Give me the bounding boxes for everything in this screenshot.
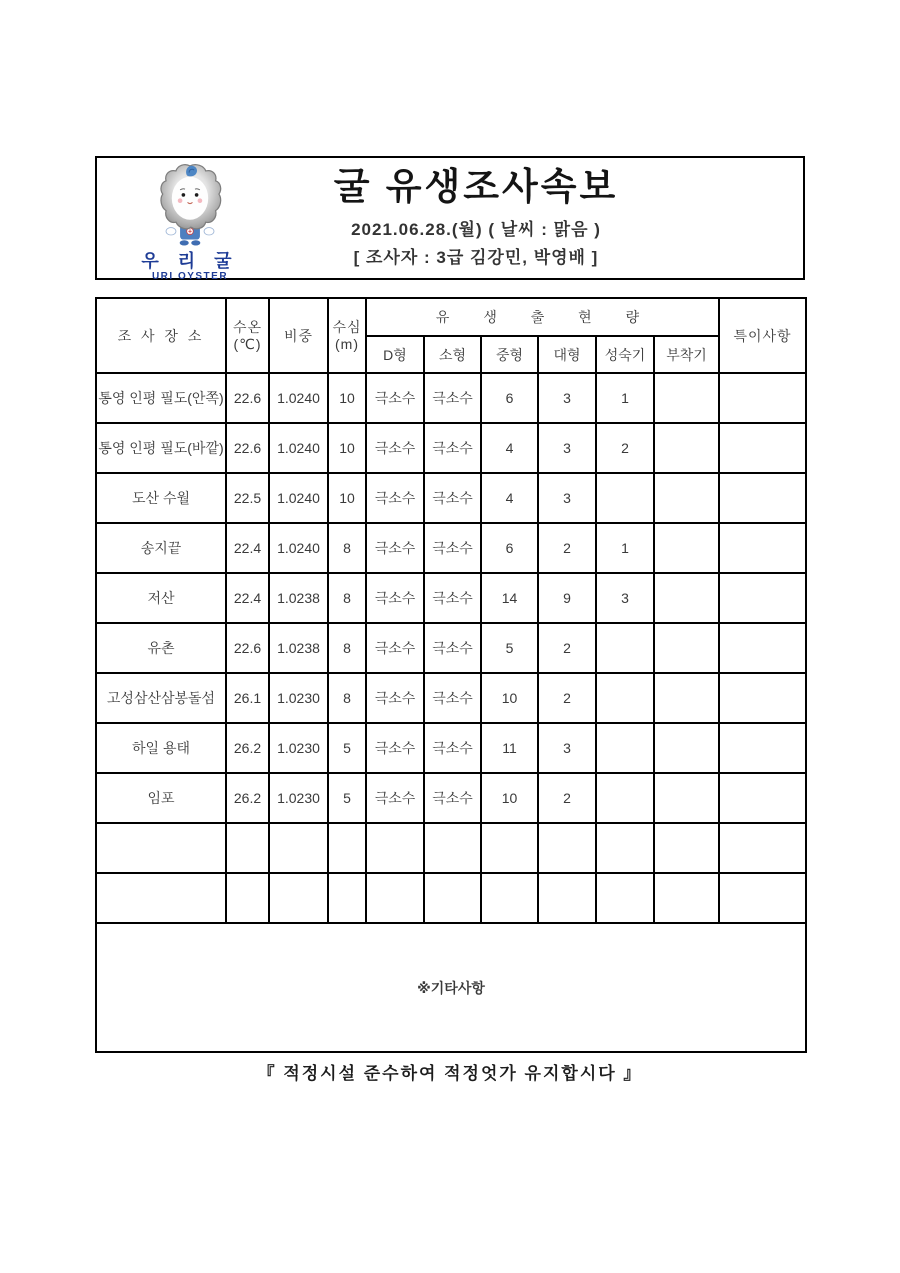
report-surveyors: [ 조사자 : 3급 김강민, 박영배 ] bbox=[353, 248, 599, 268]
cell-depth: 8 bbox=[328, 673, 366, 723]
cell-gravity: 1.0238 bbox=[269, 623, 328, 673]
cell-large: 9 bbox=[538, 573, 596, 623]
col-header-attach: 부착기 bbox=[654, 336, 719, 373]
cell-gravity: 1.0230 bbox=[269, 673, 328, 723]
cell-location: 통영 인평 필도(바깥) bbox=[96, 423, 226, 473]
empty-cell bbox=[269, 873, 328, 923]
cell-temp: 26.1 bbox=[226, 673, 269, 723]
col-header-location: 조 사 장 소 bbox=[96, 298, 226, 373]
cell-attach bbox=[654, 523, 719, 573]
cell-medium: 10 bbox=[481, 673, 538, 723]
logo-english-text: URI OYSTER bbox=[151, 271, 229, 282]
cell-temp: 22.6 bbox=[226, 423, 269, 473]
cell-depth: 10 bbox=[328, 473, 366, 523]
table-row bbox=[96, 723, 806, 773]
cell-temp: 22.6 bbox=[226, 623, 269, 673]
larvae-survey-table bbox=[95, 297, 807, 1053]
empty-cell bbox=[481, 873, 538, 923]
empty-cell bbox=[596, 873, 654, 923]
cell-attach bbox=[654, 573, 719, 623]
empty-cell bbox=[96, 823, 226, 873]
empty-row bbox=[96, 823, 806, 873]
cell-depth: 8 bbox=[328, 523, 366, 573]
temp-unit: (℃) bbox=[233, 335, 262, 352]
cell-depth: 10 bbox=[328, 423, 366, 473]
cell-note bbox=[719, 673, 806, 723]
report-title: 굴 유생조사속보 bbox=[333, 166, 619, 207]
empty-cell bbox=[719, 873, 806, 923]
cell-large: 2 bbox=[538, 523, 596, 573]
logo-korean-text: 우 리 굴 bbox=[141, 251, 239, 271]
cell-depth: 10 bbox=[328, 373, 366, 423]
cell-large: 2 bbox=[538, 623, 596, 673]
empty-cell bbox=[538, 873, 596, 923]
cell-location: 도산 수월 bbox=[96, 473, 226, 523]
cell-attach bbox=[654, 423, 719, 473]
cell-small: 극소수 bbox=[424, 473, 481, 523]
cell-location: 하일 용태 bbox=[96, 723, 226, 773]
cell-location: 저산 bbox=[96, 573, 226, 623]
table-header-row-1 bbox=[96, 298, 806, 336]
cell-large: 3 bbox=[538, 373, 596, 423]
cell-large: 3 bbox=[538, 423, 596, 473]
cell-small: 극소수 bbox=[424, 623, 481, 673]
col-header-notes: 특이사항 bbox=[719, 298, 806, 373]
depth-unit: (m) bbox=[335, 335, 359, 352]
cell-depth: 8 bbox=[328, 623, 366, 673]
cell-d-type: 극소수 bbox=[366, 573, 424, 623]
col-header-d-type: D형 bbox=[366, 336, 424, 373]
cell-medium: 6 bbox=[481, 373, 538, 423]
cell-attach bbox=[654, 623, 719, 673]
cell-gravity: 1.0240 bbox=[269, 473, 328, 523]
empty-cell bbox=[226, 823, 269, 873]
empty-cell bbox=[424, 823, 481, 873]
empty-cell bbox=[226, 873, 269, 923]
cell-attach bbox=[654, 723, 719, 773]
empty-cell bbox=[538, 823, 596, 873]
cell-small: 극소수 bbox=[424, 773, 481, 823]
cell-d-type: 극소수 bbox=[366, 373, 424, 423]
cell-large: 2 bbox=[538, 673, 596, 723]
cell-attach bbox=[654, 773, 719, 823]
cell-large: 2 bbox=[538, 773, 596, 823]
table-row bbox=[96, 473, 806, 523]
empty-cell bbox=[96, 873, 226, 923]
cell-mature bbox=[596, 623, 654, 673]
etc-section-label: ※기타사항 bbox=[417, 979, 485, 996]
table-row bbox=[96, 673, 806, 723]
empty-cell bbox=[366, 823, 424, 873]
header-text-block bbox=[97, 158, 803, 271]
empty-cell bbox=[654, 873, 719, 923]
cell-mature: 1 bbox=[596, 523, 654, 573]
cell-note bbox=[719, 723, 806, 773]
table-row bbox=[96, 623, 806, 673]
cell-mature bbox=[596, 473, 654, 523]
cell-d-type: 극소수 bbox=[366, 773, 424, 823]
cell-mature bbox=[596, 773, 654, 823]
footer-slogan: 『 적정시설 준수하여 적정엇가 유지합시다 』 bbox=[257, 1064, 643, 1083]
empty-cell bbox=[719, 823, 806, 873]
table-row bbox=[96, 373, 806, 423]
cell-medium: 14 bbox=[481, 573, 538, 623]
cell-large: 3 bbox=[538, 473, 596, 523]
cell-temp: 22.4 bbox=[226, 523, 269, 573]
cell-location: 임포 bbox=[96, 773, 226, 823]
cell-small: 극소수 bbox=[424, 573, 481, 623]
cell-location: 유촌 bbox=[96, 623, 226, 673]
cell-note bbox=[719, 523, 806, 573]
cell-gravity: 1.0240 bbox=[269, 523, 328, 573]
cell-medium: 4 bbox=[481, 423, 538, 473]
cell-temp: 26.2 bbox=[226, 773, 269, 823]
cell-note bbox=[719, 573, 806, 623]
cell-note bbox=[719, 623, 806, 673]
cell-small: 극소수 bbox=[424, 723, 481, 773]
cell-attach bbox=[654, 473, 719, 523]
cell-gravity: 1.0230 bbox=[269, 723, 328, 773]
cell-medium: 6 bbox=[481, 523, 538, 573]
cell-gravity: 1.0230 bbox=[269, 773, 328, 823]
empty-cell bbox=[596, 823, 654, 873]
cell-mature bbox=[596, 723, 654, 773]
col-header-medium: 중형 bbox=[481, 336, 538, 373]
empty-cell bbox=[328, 823, 366, 873]
cell-note bbox=[719, 473, 806, 523]
table-row bbox=[96, 523, 806, 573]
cell-small: 극소수 bbox=[424, 673, 481, 723]
cell-medium: 11 bbox=[481, 723, 538, 773]
cell-d-type: 극소수 bbox=[366, 723, 424, 773]
cell-mature: 1 bbox=[596, 373, 654, 423]
empty-cell bbox=[328, 873, 366, 923]
cell-temp: 22.5 bbox=[226, 473, 269, 523]
etc-row bbox=[96, 923, 806, 1052]
cell-note bbox=[719, 423, 806, 473]
cell-d-type: 극소수 bbox=[366, 423, 424, 473]
table-row bbox=[96, 773, 806, 823]
col-header-mature: 성숙기 bbox=[596, 336, 654, 373]
cell-d-type: 극소수 bbox=[366, 623, 424, 673]
cell-note bbox=[719, 773, 806, 823]
report-date-weather: 2021.06.28.(월) ( 날씨 : 맑음 ) bbox=[351, 220, 601, 240]
table-row bbox=[96, 573, 806, 623]
cell-temp: 22.4 bbox=[226, 573, 269, 623]
cell-small: 극소수 bbox=[424, 373, 481, 423]
cell-d-type: 극소수 bbox=[366, 523, 424, 573]
report-header-box bbox=[95, 156, 805, 280]
cell-mature: 3 bbox=[596, 573, 654, 623]
empty-row bbox=[96, 873, 806, 923]
col-header-depth bbox=[328, 298, 366, 373]
col-header-large: 대형 bbox=[538, 336, 596, 373]
cell-attach bbox=[654, 673, 719, 723]
cell-location: 송지끝 bbox=[96, 523, 226, 573]
cell-note bbox=[719, 373, 806, 423]
cell-medium: 5 bbox=[481, 623, 538, 673]
etc-notes-section bbox=[96, 923, 806, 1052]
cell-gravity: 1.0238 bbox=[269, 573, 328, 623]
cell-medium: 10 bbox=[481, 773, 538, 823]
cell-gravity: 1.0240 bbox=[269, 373, 328, 423]
cell-depth: 8 bbox=[328, 573, 366, 623]
empty-cell bbox=[366, 873, 424, 923]
col-header-gravity: 비중 bbox=[269, 298, 328, 373]
cell-location: 고성삼산삼봉돌섬 bbox=[96, 673, 226, 723]
cell-gravity: 1.0240 bbox=[269, 423, 328, 473]
empty-cell bbox=[654, 823, 719, 873]
cell-d-type: 극소수 bbox=[366, 473, 424, 523]
temp-label: 수온 bbox=[232, 319, 263, 336]
col-header-small: 소형 bbox=[424, 336, 481, 373]
col-header-temperature bbox=[226, 298, 269, 373]
cell-mature: 2 bbox=[596, 423, 654, 473]
cell-large: 3 bbox=[538, 723, 596, 773]
cell-d-type: 극소수 bbox=[366, 673, 424, 723]
cell-small: 극소수 bbox=[424, 523, 481, 573]
cell-depth: 5 bbox=[328, 723, 366, 773]
cell-temp: 26.2 bbox=[226, 723, 269, 773]
cell-location: 통영 인평 필도(안쪽) bbox=[96, 373, 226, 423]
col-header-larvae-occurrence: 유 생 출 현 량 bbox=[366, 298, 719, 336]
cell-mature bbox=[596, 673, 654, 723]
cell-temp: 22.6 bbox=[226, 373, 269, 423]
cell-attach bbox=[654, 373, 719, 423]
table-row bbox=[96, 423, 806, 473]
cell-small: 극소수 bbox=[424, 423, 481, 473]
empty-cell bbox=[481, 823, 538, 873]
cell-depth: 5 bbox=[328, 773, 366, 823]
empty-cell bbox=[269, 823, 328, 873]
depth-label: 수심 bbox=[332, 319, 362, 336]
cell-medium: 4 bbox=[481, 473, 538, 523]
empty-cell bbox=[424, 873, 481, 923]
